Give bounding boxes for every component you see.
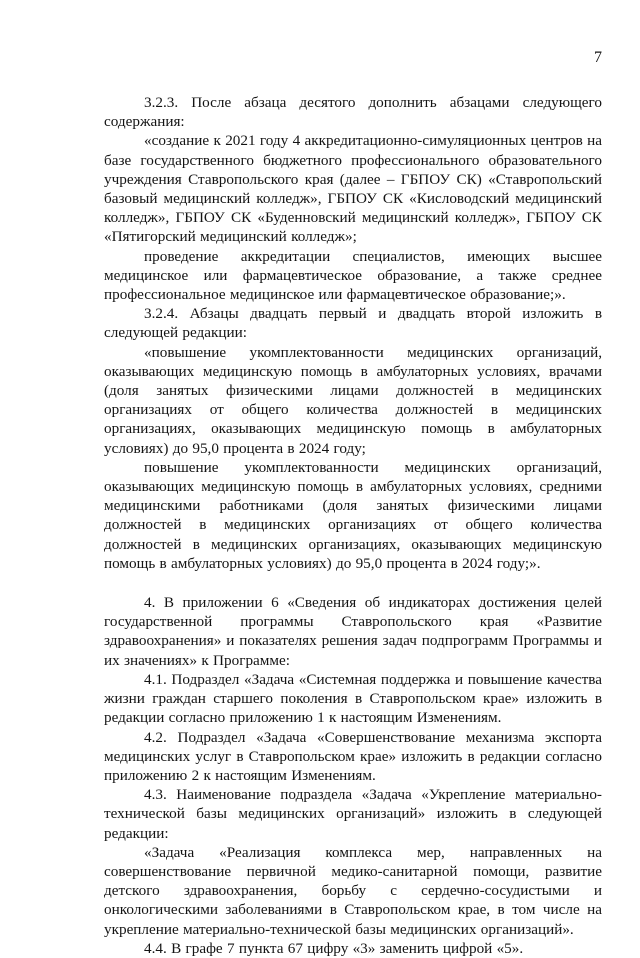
paragraph-4-3: 4.3. Наименование подраздела «Задача «Укрепление материально-технической базы медицинских организаций» изложить в следующей редакции: [104, 786, 602, 842]
paragraph-4-4: 4.4. В графе 7 пункта 67 цифру «3» заменить цифрой «5». [144, 939, 524, 957]
paragraph-task-title: «Задача «Реализация комплекса мер, направленных на совершенствование первичной медико-санитарной помощи, развитие детского здравоохранения, борьбу с сердечно-сосудистыми и онкологическими заболеваниями в Ставропольском крае, в том числе на укрепление материально-технической базы медицинских организаций». [104, 843, 602, 938]
document-body [104, 93, 602, 958]
paragraph-3-2-3: 3.2.3. После абзаца десятого дополнить абзацами следующего содержания: [104, 94, 602, 131]
paragraph-simulation-centers: «создание к 2021 году 4 аккредитационно-симуляционных центров на базе государственного бюджетного профессионального образовательного учреждения Ставропольского края (далее – ГБПОУ СК) «Ставропольский базовый медицинский колледж», ГБПОУ СК «Кисловодский медицинский колледж», ГБПОУ СК «Буденновский медицинский колледж», ГБПОУ СК «Пятигорский медицинский колледж»; [104, 132, 602, 246]
paragraph-3-2-4: 3.2.4. Абзацы двадцать первый и двадцать второй изложить в следующей редакции: [104, 305, 602, 342]
paragraph-4-2: 4.2. Подраздел «Задача «Совершенствование механизма экспорта медицинских услуг в Ставропольском крае» изложить в редакции согласно приложению 2 к настоящим Изменениям. [104, 728, 602, 784]
section-gap [104, 573, 602, 593]
paragraph-doctors-staffing: «повышение укомплектованности медицинских организаций, оказывающих медицинскую помощь в амбулаторных условиях, врачами (доля занятых физическими лицами должностей в медицинских организациях от общего количества должностей в медицинских организациях, оказывающих медицинскую помощь в амбулаторных условиях) до 95,0 процента в 2024 году; [104, 343, 602, 457]
paragraph-nurses-staffing: повышение укомплектованности медицинских организаций, оказывающих медицинскую помощь в амбулаторных условиях, средними медицинскими работниками (доля занятых физическими лицами должностей в медицинских организациях от общего количества должностей в медицинских организациях, оказывающих медицинскую помощь в амбулаторных условиях) до 95,0 процента в 2024 году;». [104, 458, 602, 572]
paragraph-accreditation: проведение аккредитации специалистов, имеющих высшее медицинское или фармацевтическое образование, а также среднее профессиональное медицинское или фармацевтическое образование;». [104, 247, 602, 304]
paragraph-4-1: 4.1. Подраздел «Задача «Системная поддержка и повышение качества жизни граждан старшего поколения в Ставропольском крае» изложить в редакции согласно приложению 1 к настоящим Изменениям. [104, 670, 602, 727]
page-number: 7 [594, 49, 602, 66]
paragraph-4: 4. В приложении 6 «Сведения об индикаторах достижения целей государственной программы Ставропольского края «Развитие здравоохранения» и показателях решения задач подпрограмм Программы и их значениях» к Программе: [104, 594, 602, 669]
